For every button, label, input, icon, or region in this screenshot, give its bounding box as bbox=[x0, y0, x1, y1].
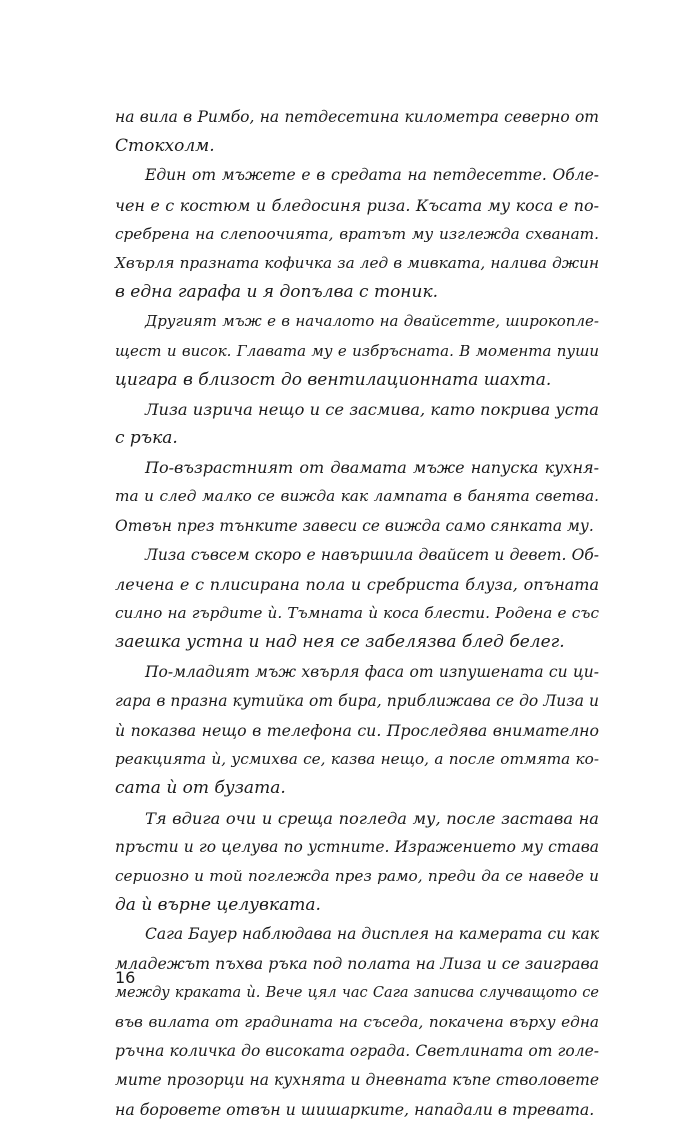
text-line: Другият мъж е в началото на двайсетте, широкопле- bbox=[145, 312, 599, 331]
text-line: младежът пъхва ръка под полата на Лиза и се заиграва bbox=[115, 954, 600, 974]
text-line: ѝ показва нещо в телефона си. Проследява внимателно bbox=[115, 720, 599, 740]
text-line: щест и висок. Главата му е избръсната. В момента пуши bbox=[115, 341, 599, 360]
text-line: в една гарафа и я допълва с тоник. bbox=[115, 282, 438, 303]
text-line: Лиза изрича нещо и се засмива, като покрива уста bbox=[145, 399, 599, 419]
text-line: пръсти и го целува по устните. Изражението му става bbox=[115, 837, 599, 856]
text-line: чен е с костюм и бледосиня риза. Късата му коса е по- bbox=[115, 195, 599, 215]
text-line: Един от мъжете е в средата на петдесетте. Обле- bbox=[145, 166, 599, 185]
text-line: на боровете отвън и шишарките, нападали в тревата. bbox=[115, 1100, 595, 1120]
page-number: 16 bbox=[115, 968, 136, 987]
body-text bbox=[115, 103, 599, 1125]
text-line: сребрена на слепоочията, вратът му изглежда схванат. bbox=[115, 224, 599, 243]
text-line: с ръка. bbox=[115, 428, 178, 449]
text-line: Отвън през тънките завеси се вижда само сянката му. bbox=[115, 516, 594, 535]
text-line: та и след малко се вижда как лампата в банята светва. bbox=[115, 487, 599, 506]
text-line: Сага Бауер наблюдава на дисплея на камерата си как bbox=[145, 925, 599, 944]
text-line: реакцията ѝ, усмихва се, казва нещо, а после отмята ко- bbox=[115, 750, 599, 769]
text-line: на вила в Римбо, на петдесетина километра северно от bbox=[115, 108, 599, 126]
text-line: цигара в близост до вентилационната шахта. bbox=[115, 369, 552, 390]
text-line: гара в празна кутийка от бира, приближава се до Лиза и bbox=[115, 691, 599, 710]
text-line: между краката ѝ. Вече цял час Сага записва случващото се bbox=[115, 984, 599, 1001]
text-line: във вилата от градината на съседа, покачена върху една bbox=[115, 1012, 599, 1031]
text-line: Стокхолм. bbox=[115, 136, 215, 157]
text-line: По-младият мъж хвърля фаса от изпушената си ци- bbox=[145, 662, 599, 681]
text-line: сата ѝ от бузата. bbox=[115, 778, 286, 799]
text-line: Хвърля празната кофичка за лед в мивката, налива джин bbox=[115, 253, 599, 272]
text-line: Лиза съвсем скоро е навършила двайсет и девет. Об- bbox=[145, 545, 599, 564]
text-line: силно на гърдите ѝ. Тъмната ѝ коса блести. Родена е със bbox=[115, 604, 599, 623]
text-line: мите прозорци на кухнята и дневната къпе стволовете bbox=[115, 1071, 599, 1090]
text-line: сериозно и той поглежда през рамо, преди да се наведе и bbox=[115, 866, 599, 885]
text-line: лечена е с плисирана пола и сребриста блуза, опъната bbox=[115, 575, 599, 594]
text-line: ръчна количка до високата ограда. Светлината от голе- bbox=[115, 1042, 599, 1060]
text-line: да ѝ върне целувката. bbox=[115, 895, 321, 916]
text-line: По-възрастният от двамата мъже напуска кухня- bbox=[145, 458, 599, 478]
text-line: заешка устна и над нея се забелязва блед белег. bbox=[115, 632, 565, 653]
text-line: Тя вдига очи и среща погледа му, после застава на bbox=[145, 808, 599, 828]
